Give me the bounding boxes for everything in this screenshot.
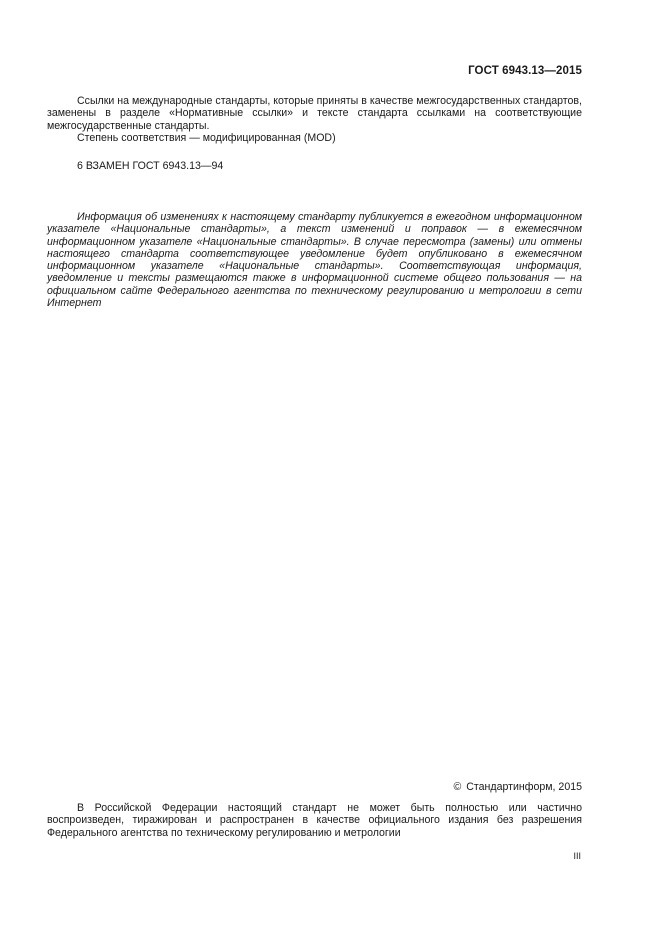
legal-notice-paragraph: В Российской Федерации настоящий стандарт не может быть полностью или частично воспроизведен, тиражирован и распространен в качестве официального издания без разрешения Федерального агентства по техническому регулированию и метрологии xyxy=(47,802,582,839)
document-code-header: ГОСТ 6943.13—2015 xyxy=(468,65,582,77)
copyright-icon: © xyxy=(453,781,462,793)
replaced-standard-item: 6 ВЗАМЕН ГОСТ 6943.13—94 xyxy=(77,160,224,172)
degree-of-conformity: Степень соответствия — модифицированная (MOD) xyxy=(77,132,336,144)
copyright-line xyxy=(453,781,582,793)
page-number: III xyxy=(573,851,581,861)
references-paragraph-block xyxy=(47,95,582,132)
copyright-text: Стандартинформ, 2015 xyxy=(466,781,582,793)
amendments-info-paragraph: Информация об изменениях к настоящему стандарту публикуется в ежегодном информационном указателе «Национальные стандарты», а текст изменений и поправок — в ежемесячном информационном указателе «Национальные стандарты». В случае пересмотра (замены) или отмены настоящего стандарта соответствующее уведомление будет опубликовано в ежемесячном информационном указателе «Национальные стандарты». Соответствующая информация, уведомление и тексты размещаются также в информационной системе общего пользования — на официальном сайте Федерального агентства по техническому регулированию и метрологии в сети Интернет xyxy=(47,211,582,310)
references-paragraph: Ссылки на международные стандарты, которые приняты в качестве межгосударственных стандартов, заменены в разделе «Нормативные ссылки» и тексте стандарта ссылками на соответствующие межгосударственные стандарты. xyxy=(47,95,582,132)
degree-of-conformity-block xyxy=(47,132,582,144)
